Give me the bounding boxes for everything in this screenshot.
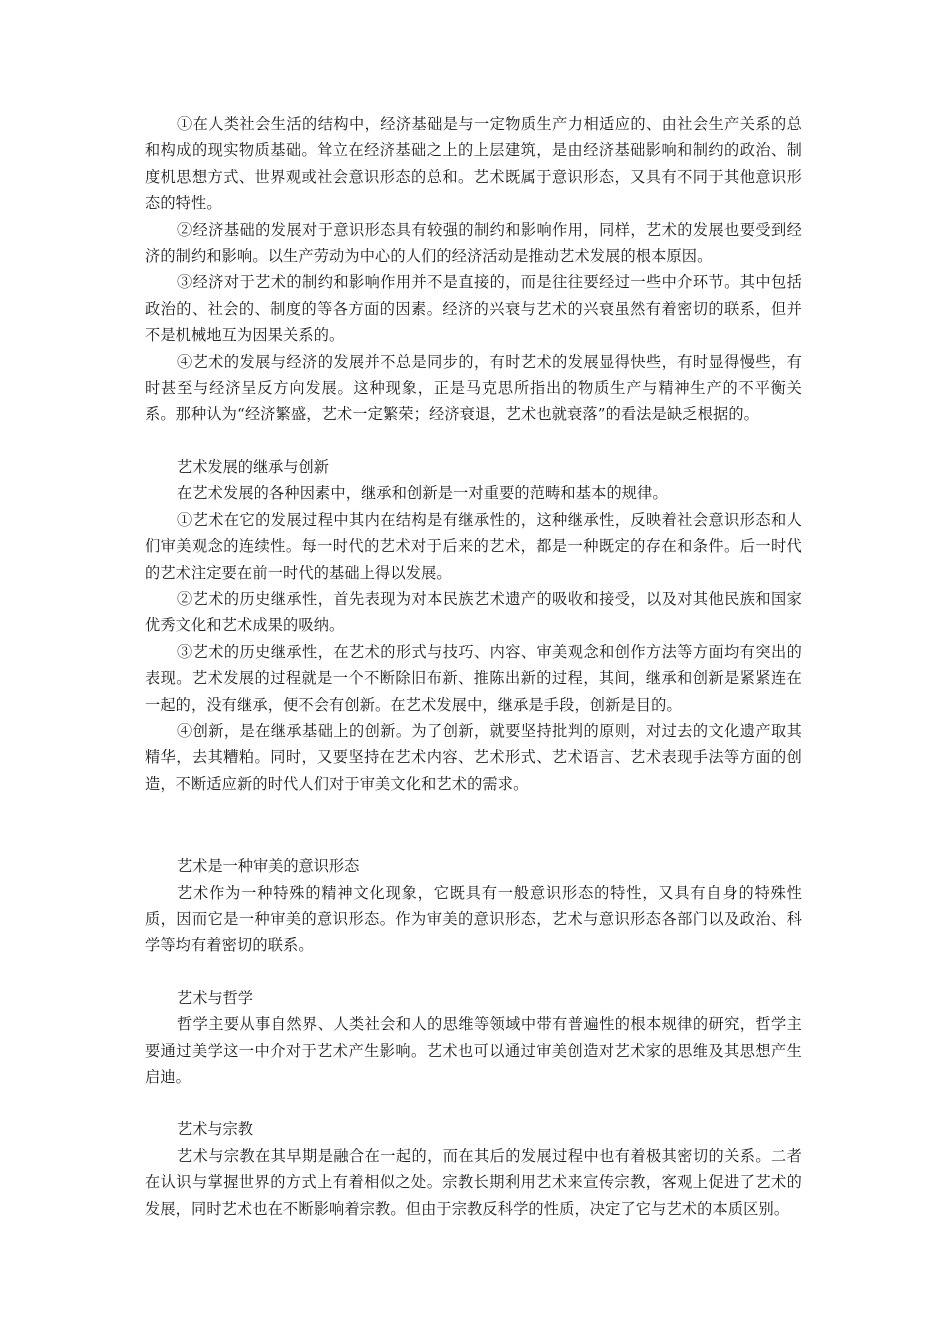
- paragraph: ③艺术的历史继承性，在艺术的形式与技巧、内容、审美观念和创作方法等方面均有突出的表现。艺术发展的过程就是一个不断除旧布新、推陈出新的过程，其间，继承和创新是紧紧连在一起的，没有继承，便不会有创新。在艺术发展中，继承是手段，创新是目的。: [145, 642, 802, 714]
- paragraph: ②经济基础的发展对于意识形态具有较强的制约和影响作用，同样，艺术的发展也要受到经济的制约和影响。以生产劳动为中心的人们的经济活动是推动艺术发展的根本原因。: [145, 220, 802, 266]
- section-heading: 艺术与宗教: [177, 1120, 253, 1139]
- paragraph: ①在人类社会生活的结构中，经济基础是与一定物质生产力相适应的、由社会生产关系的总和构成的现实物质基础。耸立在经济基础之上的上层建筑，是由经济基础影响和制约的政治、制度机思想方式、世界观或社会意识形态的总和。艺术既属于意识形态，又具有不同于其他意识形态的特性。: [145, 115, 802, 213]
- section-inheritance-innovation: [145, 454, 802, 797]
- section-economy-and-art: [145, 111, 802, 428]
- section-art-and-philosophy: [145, 985, 802, 1091]
- paragraph: 艺术与宗教在其早期是融合在一起的，而在其后的发展过程中也有着极其密切的关系。二者在认识与掌握世界的方式上有着相似之处。宗教长期利用艺术来宣传宗教，客观上促进了艺术的发展，同时艺术也在不断影响着宗教。但由于宗教反科学的性质，决定了它与艺术的本质区别。: [145, 1146, 802, 1218]
- paragraph: ④创新，是在继承基础上的创新。为了创新，就要坚持批判的原则，对过去的文化遗产取其精华，去其糟粕。同时，又要坚持在艺术内容、艺术形式、艺术语言、艺术表现手法等方面的创造，不断适应新的时代人们对于审美文化和艺术的需求。: [145, 721, 802, 793]
- section-heading: 艺术发展的继承与创新: [177, 457, 329, 476]
- spacer: [145, 797, 802, 853]
- spacer: [145, 959, 802, 985]
- paragraph: 艺术作为一种特殊的精神文化现象，它既具有一般意识形态的特性，又具有自身的特殊性质，因而它是一种审美的意识形态。作为审美的意识形态，艺术与意识形态各部门以及政治、科学等均有着密切的联系。: [145, 883, 802, 955]
- section-heading: 艺术是一种审美的意识形态: [177, 857, 360, 876]
- paragraph: 在艺术发展的各种因素中，继承和创新是一对重要的范畴和基本的规律。: [177, 484, 668, 503]
- section-aesthetic-ideology: [145, 853, 802, 959]
- paragraph: ②艺术的历史继承性，首先表现为对本民族艺术遗产的吸收和接受，以及对其他民族和国家优秀文化和艺术成果的吸纳。: [145, 589, 802, 635]
- paragraph: ①艺术在它的发展过程中其内在结构是有继承性的，这种继承性，反映着社会意识形态和人们审美观念的连续性。每一时代的艺术对于后来的艺术，都是一种既定的存在和条件。后一时代的艺术注定要在前一时代的基础上得以发展。: [145, 510, 802, 582]
- section-art-and-religion: [145, 1116, 802, 1222]
- paragraph: ④艺术的发展与经济的发展并不总是同步的，有时艺术的发展显得快些，有时显得慢些，有时甚至与经济呈反方向发展。这种现象，正是马克思所指出的物质生产与精神生产的不平衡关系。那种认为“经济繁盛，艺术一定繁荣；经济衰退，艺术也就衰落”的看法是缺乏根据的。: [145, 352, 802, 424]
- section-heading: 艺术与哲学: [177, 988, 253, 1007]
- paragraph: 哲学主要从事自然界、人类社会和人的思维等领域中带有普遍性的根本规律的研究，哲学主要通过美学这一中介对于艺术产生影响。艺术也可以通过审美创造对艺术家的思维及其思想产生启迪。: [145, 1015, 802, 1086]
- spacer: [145, 1090, 802, 1116]
- spacer: [145, 428, 802, 454]
- paragraph: ③经济对于艺术的制约和影响作用并不是直接的，而是往往要经过一些中介环节。其中包括政治的、社会的、制度的等各方面的因素。经济的兴衰与艺术的兴衰虽然有着密切的联系，但并不是机械地互为因果关系的。: [145, 273, 802, 345]
